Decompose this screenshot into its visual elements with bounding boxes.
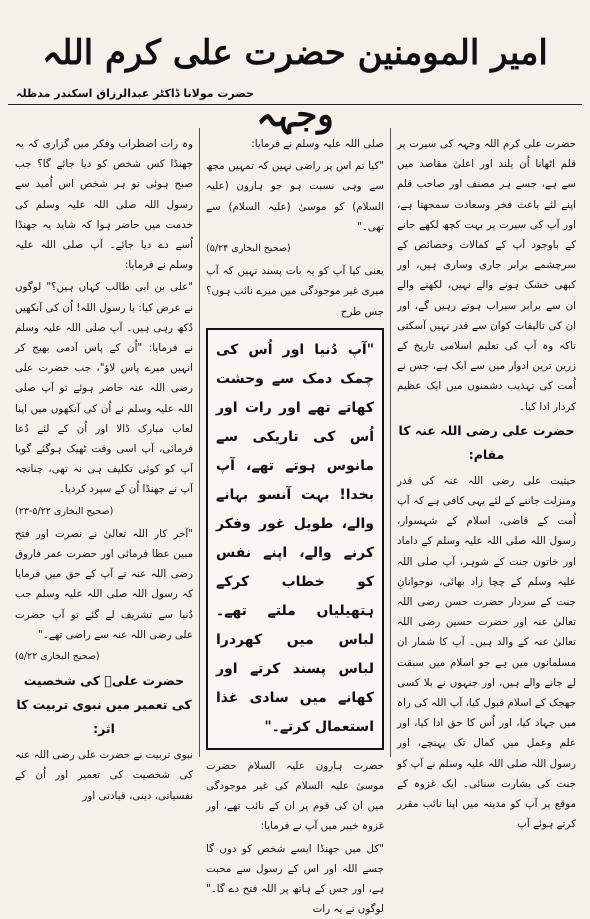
column-right (391, 128, 582, 831)
paragraph: حضرت علی کرم اللہ وجہہ کی سیرت پر قلم اٹھانا اُن بلند اور اعلیٰ مقاصد میں سے ہے، جسے ہر مصنف اور صاحب قلم اپنے لئے باعث فخر وسعادت سمجھتا ہے، اور آپ کی سیرت پر بہت کچھ لکھے جانے کے باوجود آپ کے کمالات وخصائص کے سرچشمے برابر جاری وساری ہیں، اور کبھی خشک ہونے والے نہیں، لکھنے والے ان سے برابر سیراب ہوتے رہیں گے، اور ان کی تالیفات کوان سے قدر نہیں آسکتی تاکہ وہ آپ کی تعلیم اسلامی تاریخ کے زرین ترین ادوار میں سے ایک ہے، جس نے اُمت کی تہذیب دشمنوں میں ایک عظیم کردار ادا کیا۔ (397, 138, 576, 413)
article-columns (8, 128, 582, 916)
paragraph: حیثیت علی رضی اللہ عنہ کی قدر ومنزلت جاننے کے لئے یہی کافی ہے کہ آپ اُمت کے قاضی، اسلام کے شہسوار، رسول اللہ صلی اللہ علیہ وسلم کے داماد اور خاتون جنت کے شوہر، آپ صلی اللہ علیہ وسلم کے چچا زاد بھائی، نوجوانانِ جنت کے سردار حضرت حسن رضی اللہ تعالیٰ عنہ اور حضرت حسین رضی اللہ تعالیٰ عنہ کے والد ہیں۔ آپ کا شمار ان مسلمانوں میں ہے جو اسلام میں سبقت لے جانے والے ہیں، اور جنہوں نے بلا کسی جھجک کے اسلام قبول کیا، آپ اللہ کی راہ میں جہاد کیا، اور اُس کا حق ادا کیا، اور علم وعمل میں کمال تک پہنچے، اور رسول اللہ صلی اللہ علیہ وسلم نے آپ کو جنت کی بشارت سنائی۔ ایک غزوہ کے موقع پر آپ کو مدینہ میں اپنا نائب مقرر کرتے ہوئے آپ (397, 474, 576, 831)
paragraph: "علی بن ابی طالب کہاں ہیں؟" لوگوں نے عرض کیا: یا رسول اللہ! اُن کی آنکھیں دُکھ رہی ہیں۔ آپ صلی اللہ علیہ وسلم نے فرمایا: "اُن کے پاس آدمی بھیج کر انہیں میرے پاس لاؤ"، جب حضرت علی رضی اللہ عنہ حاضر ہوئے تو آپ صلی اللہ علیہ وسلم نے اُن کی آنکھوں میں اپنا لعاب مبارک ڈالا اور اُن کے لئے دُعا فرمائی، آپ اسی وقت ٹھیک ہوگئے گویا آپ کو کوئی تکلیف ہی نہ تھی، چنانچہ آپ نے جھنڈا اُن کے سپرد کردیا۔ (15, 281, 193, 496)
paragraph: "آخر کار اللہ تعالیٰ نے نصرت اور فتح مبین عطا فرمائی اور حضرت عمر فاروق رضی اللہ عنہ نے آپ کے حق میں فرمایا کہ رسول اللہ صلی اللہ علیہ وسلم جب دُنیا سے تشریف لے گئے تو آپ حضرت علی رضی اللہ عنہ سے راضی تھے۔" (15, 527, 193, 641)
article-title: امیر المومنین حضرت علی کرم اللہ وجہہ (42, 33, 548, 135)
pull-quote-box: "آپ دُنیا اور اُس کی چمک دمک سے وحشت کھاتے تھے اور رات اور اُس کی تاریکی سے مانوس ہوتے تھے، آپ بخدا! بہت آنسو بہانے والے، طویل غور وفکر کرنے والے، اپنے نفس کو خطاب کرکے ہتھیلیاں ملتے تھے۔ لباس میں کھردرا لباس پسند کرتے اور کھانے میں سادی غذا استعمال کرتے۔" (206, 328, 384, 750)
section-heading: حضرت علی رضی اللہ عنہ کا مقام: (398, 422, 575, 462)
paragraph: نبوی تربیت نے حضرت علی رضی اللہ عنہ کی شخصیت کی تعمیر اور اُن کے نفسیاتی، دینی، قیادتی اور (15, 749, 193, 802)
author-line: حضرت مولانا ڈاکٹر عبدالرزاق اسکندر مدظلہ (8, 84, 582, 105)
reference: (صحیح البخاری ۵/۲۲-۲۳) (15, 505, 114, 517)
paragraph: حضرت ہارون علیہ السلام حضرت موسیٰ علیہ السلام کی غیر موجودگی میں ان کی قوم پر ان کے نائب تھے، اور غزوہ خیبر میں آپ نے فرمایا: (206, 759, 384, 833)
column-left (9, 128, 200, 802)
column-middle (200, 128, 391, 916)
reference: (صحیح البخاری ۵/۲۴) (206, 243, 291, 255)
paragraph: یعنی کیا آپ کو یہ بات پسند نہیں کہ آپ میری غیر موجودگی میں میرے نائب ہوں؟ جس طرح (206, 265, 384, 318)
paragraph: وہ رات اضطراب وفکر میں گزاری کہ یہ جھنڈا کس شخص کو دیا جائے گا؟ جب صبح ہوئی تو ہر شخص اس اُمید سے رسول اللہ صلی اللہ علیہ وسلم کی خدمت میں حاضر ہوا کہ شاید یہ جھنڈا اُسے دے دیا جائے۔ آپ صلی اللہ علیہ وسلم نے فرمایا: (15, 138, 193, 272)
paragraph: صلی اللہ علیہ وسلم نے فرمایا: (251, 138, 384, 150)
reference: (صحیح البخاری ۵/۲۲) (15, 651, 100, 663)
hadith-quote: "کیا تم اس پر راضی نہیں کہ تمہیں مجھ سے وہی نسبت ہو جو ہارون (علیہ السلام) کو موسیٰ (علیہ السلام) سے تھی۔" (206, 160, 384, 233)
section-heading: حضرت علیؓ کی شخصیت کی تعمیر میں نبوی تربیت کا اثر: (16, 673, 192, 737)
hadith-quote: "کل میں جھنڈا ایسے شخص کو دوں گا جسے اللہ اور اس کے رسول سے محبت ہے، اور جس کے ہاتھ پر اللہ فتح دے گا۔" لوگوں نے یہ رات (206, 842, 384, 916)
